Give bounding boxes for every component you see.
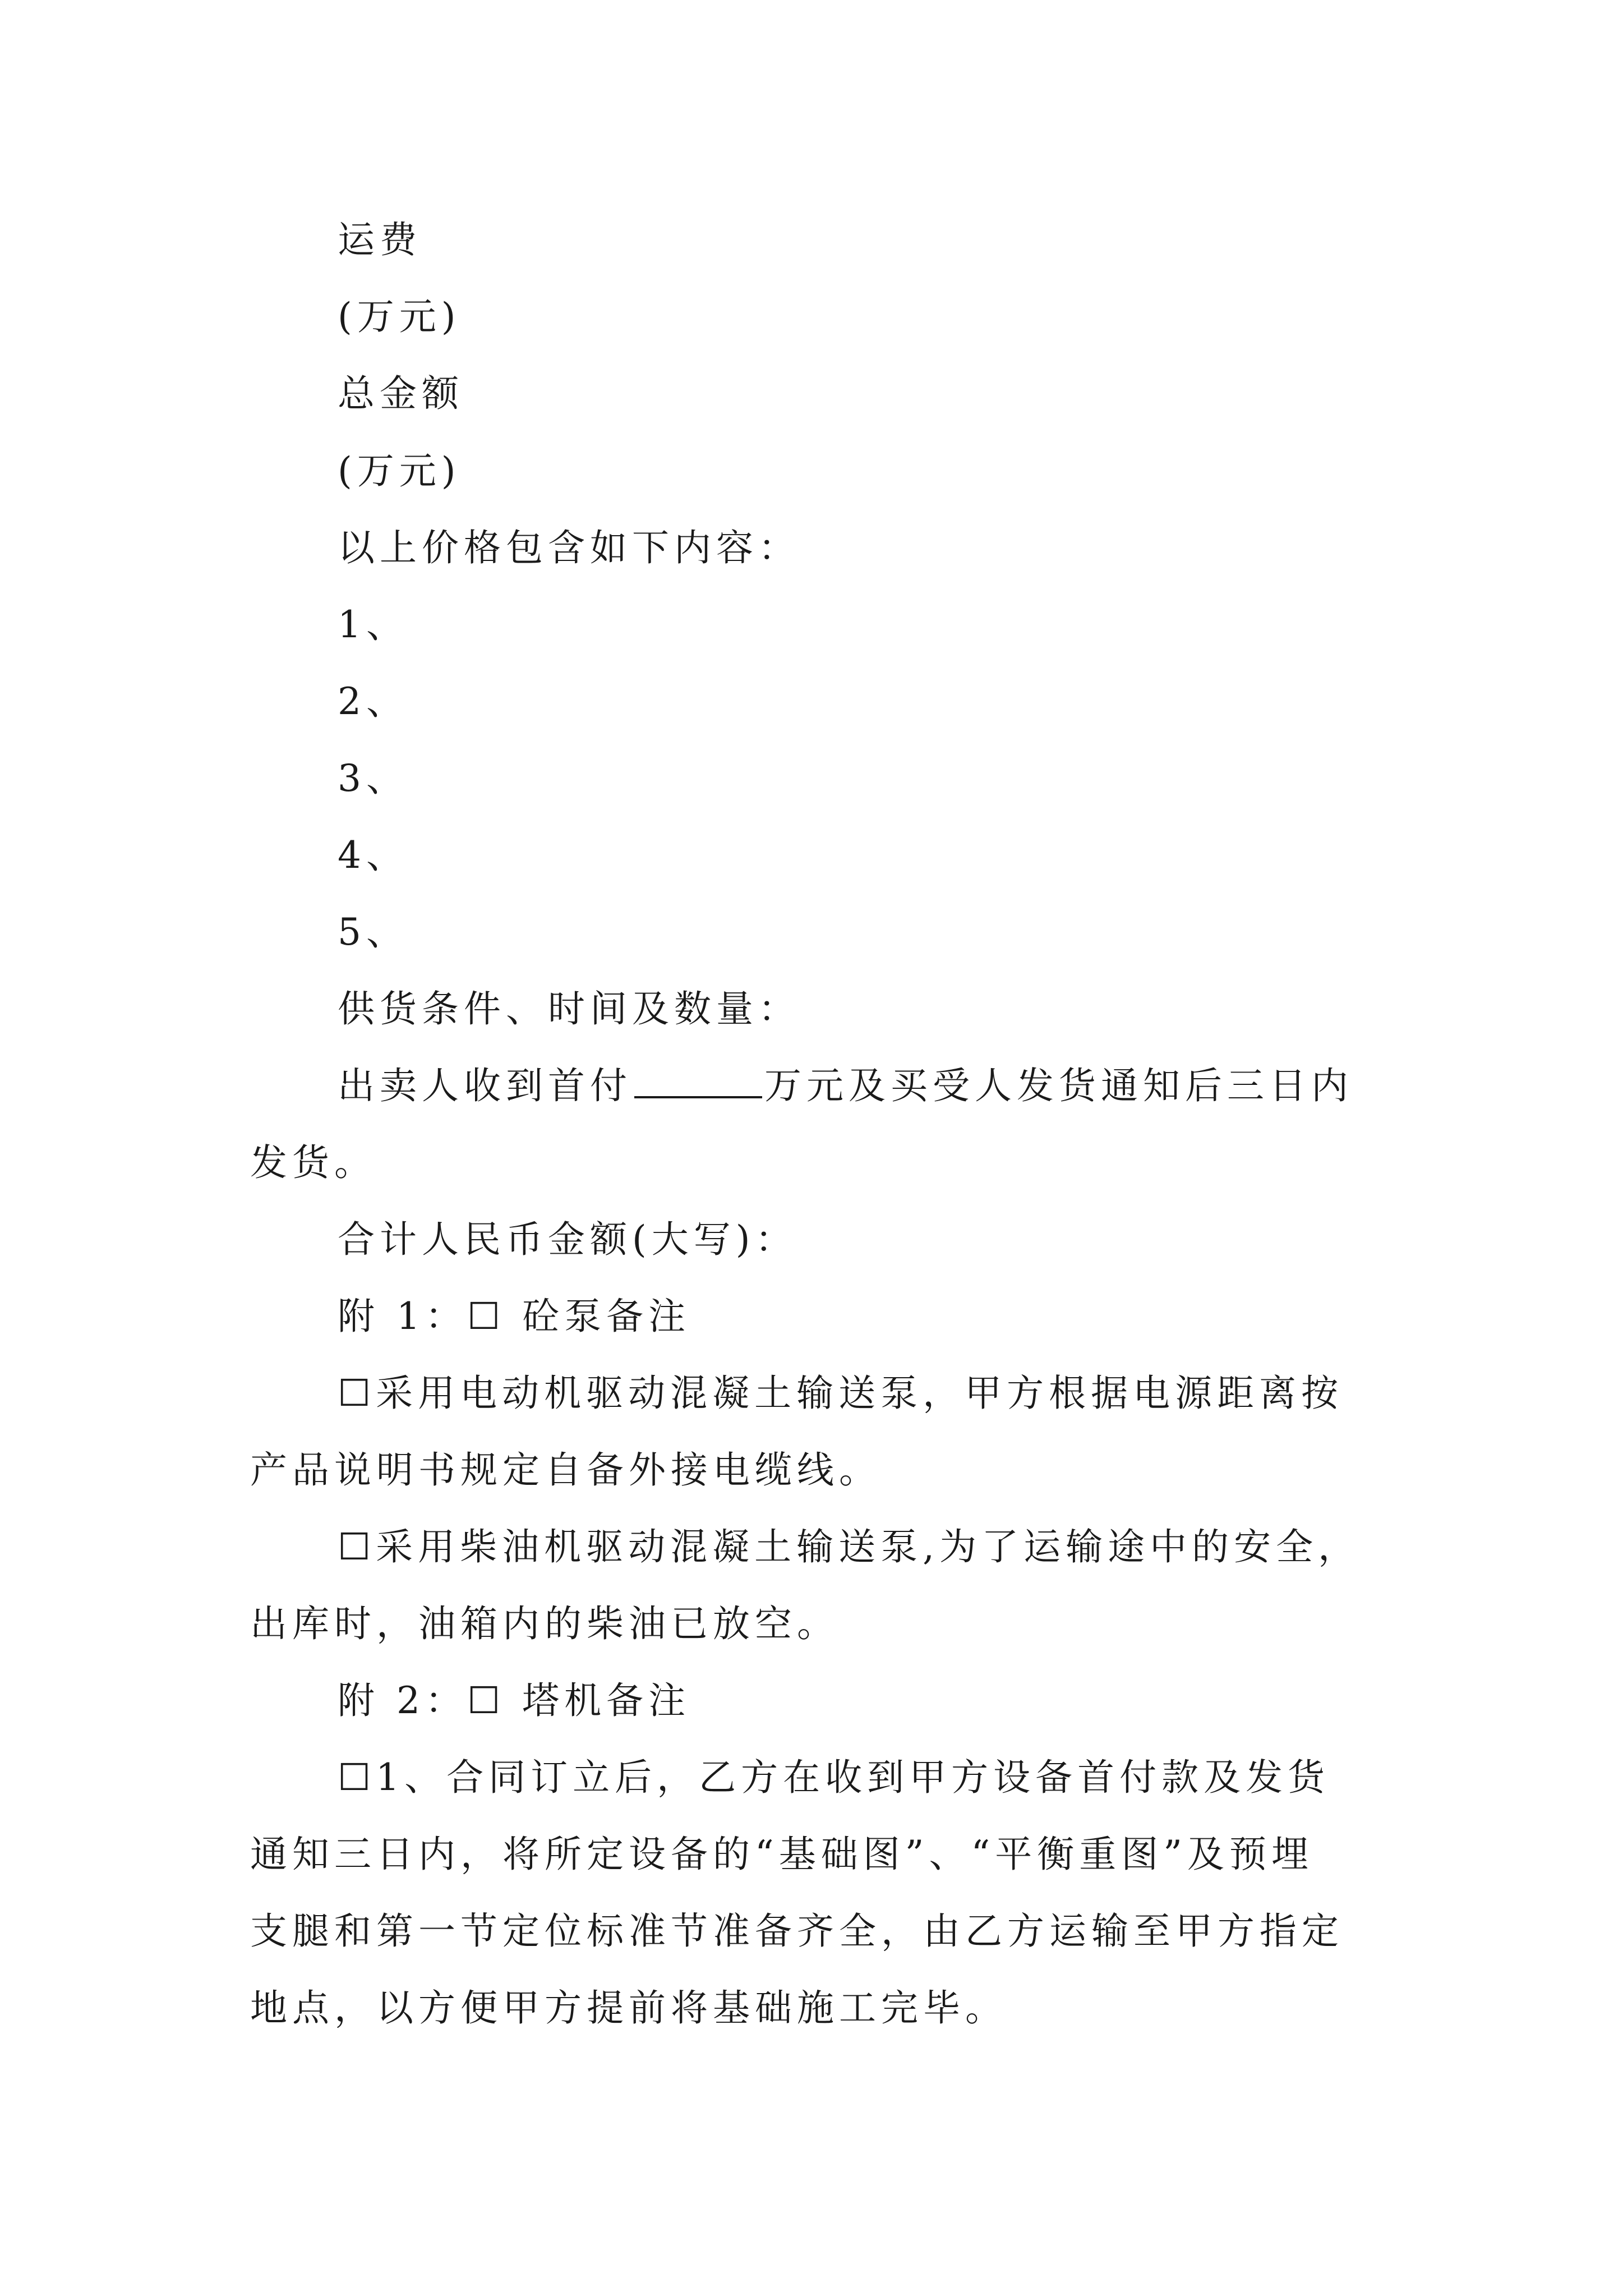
total-rmb-amount-label: 合计人民币金额(大写)：	[338, 1218, 797, 1261]
unit-label: (万元)	[338, 295, 461, 338]
list-item: 4、	[338, 834, 408, 877]
paragraph-line: 通知三日内，将所定设备的“基础图”、“平衡重图”及预埋	[250, 1833, 1313, 1876]
paragraph-line: ☐采用柴油机驱动混凝土输送泵,为了运输途中的安全，	[338, 1525, 1361, 1568]
list-item: 2、	[338, 680, 408, 723]
list-item: 1、	[338, 603, 408, 646]
list-item: 5、	[338, 910, 408, 954]
shipping-fee-label: 运费	[338, 218, 422, 261]
down-payment-blank	[634, 1064, 762, 1098]
appendix-2-heading: 附 2：☐ 塔机备注	[338, 1679, 691, 1722]
down-payment-line	[338, 1061, 1353, 1111]
list-item: 3、	[338, 757, 408, 800]
paragraph-line: ☐采用电动机驱动混凝土输送泵，甲方根据电源距离按	[338, 1372, 1344, 1415]
total-amount-label: 总金额	[338, 372, 464, 415]
down-payment-text-before: 出卖人收到首付	[338, 1064, 632, 1107]
down-payment-text-after: 万元及买受人发货通知后三日内	[764, 1064, 1353, 1107]
appendix-1-heading: 附 1：☐ 砼泵备注	[338, 1295, 691, 1338]
paragraph-line: 支腿和第一节定位标准节准备齐全，由乙方运输至甲方指定	[250, 1910, 1344, 1953]
price-includes-heading: 以上价格包含如下内容：	[338, 526, 800, 569]
paragraph-line: 地点，以方便甲方提前将基础施工完毕。	[250, 1986, 1007, 2030]
unit-label: (万元)	[338, 449, 461, 493]
paragraph-line: 产品说明书规定自备外接电缆线。	[250, 1448, 881, 1492]
supply-conditions-heading: 供货条件、时间及数量：	[338, 987, 800, 1030]
paragraph-line: ☐1、合同订立后，乙方在收到甲方设备首付款及发货	[338, 1756, 1330, 1799]
paragraph-line: 发货。	[250, 1141, 376, 1184]
paragraph-line: 出库时，油箱内的柴油已放空。	[250, 1602, 839, 1645]
